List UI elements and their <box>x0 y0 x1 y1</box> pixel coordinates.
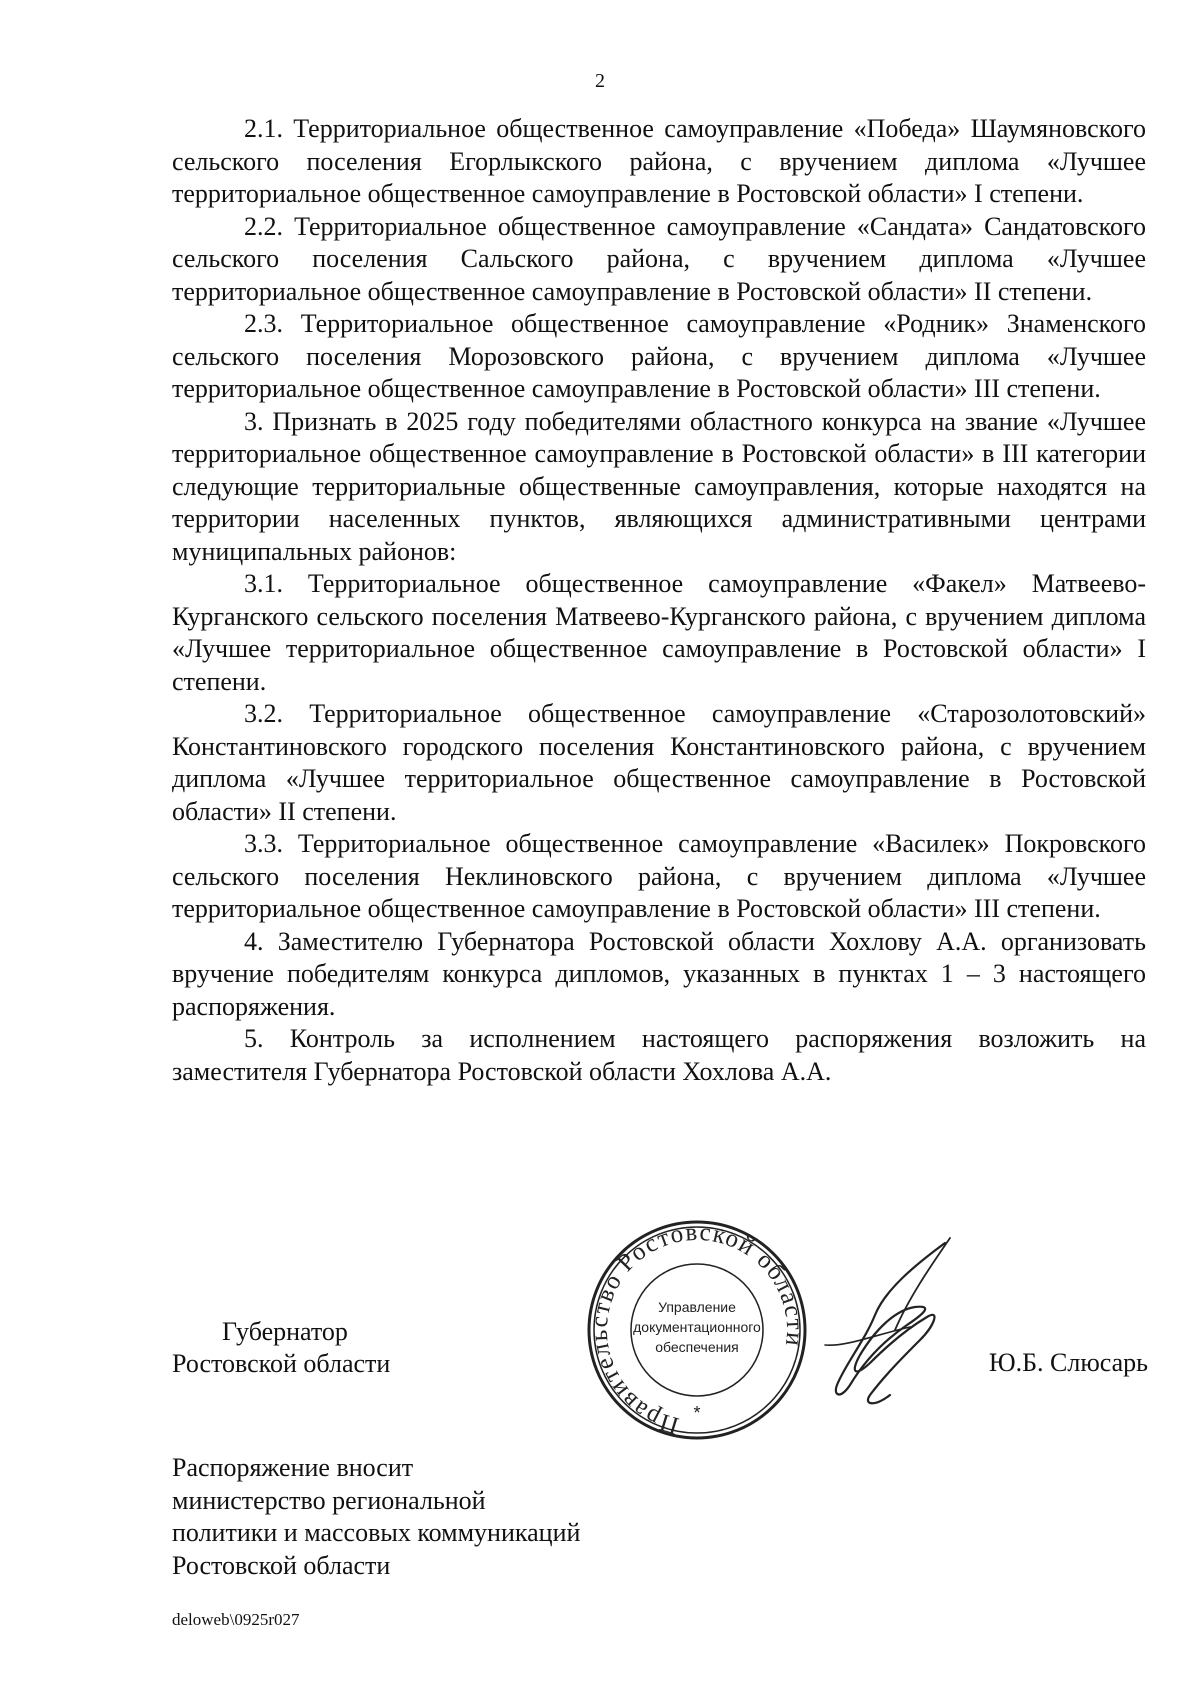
signatory-title-line2: Ростовской области <box>172 1349 391 1378</box>
seal-center-line3: обеспечения <box>655 1339 739 1355</box>
submitted-line-3: политики и массовых коммуникаций <box>172 1518 581 1547</box>
paragraph-4: 4. Заместителю Губернатора Ростовской области Хохлову А.А. организовать вручение победителям конкурса дипломов, указанных в пунктах 1 – 3 настоящего распоряжения. <box>172 926 1146 1021</box>
seal-ring-text: Правительство Ростовской области <box>585 1218 809 1440</box>
paragraph-2-2: 2.2. Территориальное общественное самоуправление «Сандата» Сандатовского сельского поселения Сальского района, с вручением диплома «Лучшее территориальное общественное самоуправление в Ростовской области» II степени. <box>172 211 1146 306</box>
paragraph-2-3: 2.3. Территориальное общественное самоуправление «Родник» Знаменского сельского поселения Морозовского района, с вручением диплома «Лучшее территориальное общественное самоуправление в Ростовской области» III степени. <box>172 309 1146 403</box>
official-seal <box>582 1215 812 1445</box>
paragraph-5: 5. Контроль за исполнением настоящего распоряжения возложить на заместителя Губернатора Ростовской области Хохлова А.А. <box>172 1024 1146 1086</box>
submitted-line-4: Ростовской области <box>172 1550 391 1580</box>
signatory-title-line1: Губернатор <box>222 1317 348 1346</box>
document-body <box>172 113 1146 1088</box>
page-number: 2 <box>595 70 605 92</box>
paragraph-2-1: 2.1. Территориальное общественное самоуправление «Победа» Шаумяновского сельского поселения Егорлыкского района, с вручением диплома «Лучшее территориальное общественное самоуправление в Ростовской области» I степени. <box>172 114 1146 208</box>
paragraph-3-3: 3.3. Территориальное общественное самоуправление «Василек» Покровского сельского поселения Неклиновского района, с вручением диплома «Лучшее территориальное общественное самоуправление в Ростовской области» III степени. <box>172 829 1146 923</box>
signatory-title <box>172 1316 390 1380</box>
handwritten-signature <box>815 1235 975 1415</box>
seal-star: * <box>693 1403 701 1423</box>
submitted-by-block <box>172 1452 580 1582</box>
seal-center-line1: Управление <box>658 1299 736 1315</box>
signatory-name: Ю.Б. Слюсарь <box>988 1348 1148 1377</box>
paragraph-3-2: 3.2. Территориальное общественное самоуправление «Старозолотовский» Константиновского городского поселения Константиновского района, с вручением диплома «Лучшее территориальное общественное самоуправление в Ростовской области» II степени. <box>172 699 1146 826</box>
submitted-line-1: Распоряжение вносит <box>172 1453 414 1482</box>
document-code: deloweb\0925r027 <box>172 1610 300 1629</box>
seal-center-line2: документационного <box>633 1319 761 1335</box>
paragraph-3: 3. Признать в 2025 году победителями областного конкурса на звание «Лучшее территориальное общественное самоуправление в Ростовской области» в III категории следующие территориальные общественные самоуправления, которые находятся на территории населенных пунктов, являющихся административными центрами муниципальных районов: <box>172 406 1146 566</box>
paragraph-3-1: 3.1. Территориальное общественное самоуправление «Факел» Матвеево-Курганского сельского поселения Матвеево-Курганского района, с вручением диплома «Лучшее территориальное общественное самоуправление в Ростовской области» I степени. <box>172 569 1146 696</box>
submitted-line-2: министерство региональной <box>172 1485 486 1515</box>
